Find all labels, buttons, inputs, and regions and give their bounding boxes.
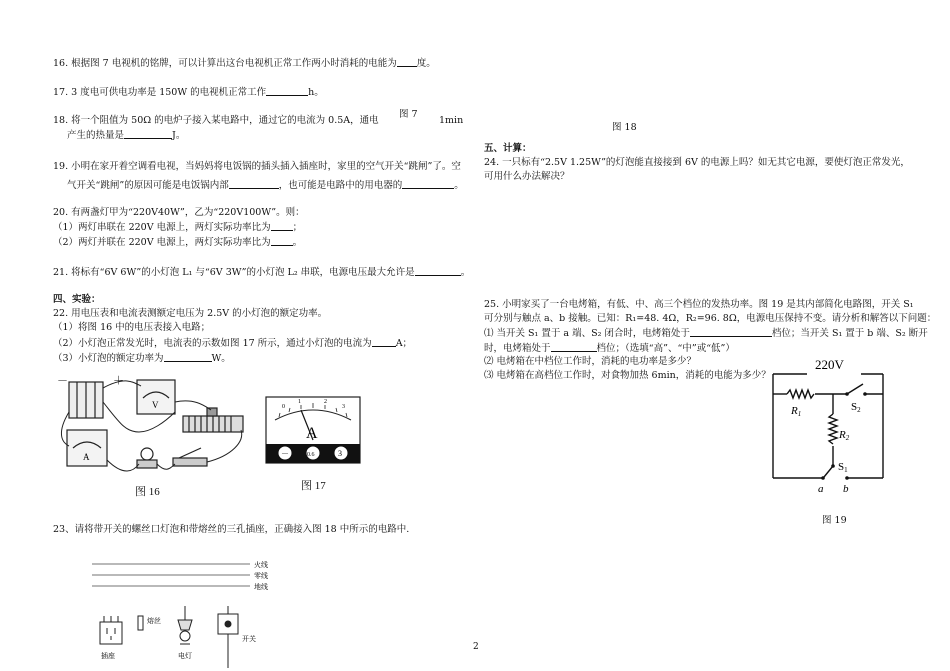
question-20-part2: （2）两灯并联在 220V 电源上，两灯实际功率比为 。 — [53, 237, 303, 248]
question-22-part1: （1）将图 16 中的电压表接入电路； — [53, 322, 211, 333]
answer-blank[interactable] — [397, 56, 417, 67]
battery-minus-label: － — [57, 375, 68, 387]
question-25-part3: ⑶ 电烤箱在高档位工作时，对食物加热 6min，消耗的电能为多少？ — [484, 370, 771, 381]
question-25-part2: ⑵ 电烤箱在中档位工作时，消耗的电功率是多少？ — [484, 356, 697, 367]
bulb-holder[interactable] — [137, 448, 157, 468]
r2-label: R2 — [839, 429, 850, 442]
figure-16-apparatus — [55, 372, 255, 484]
lamp-label: 电灯 — [178, 652, 192, 660]
resistor-r1 — [787, 390, 814, 398]
figure-17-ammeter — [265, 396, 361, 464]
answer-blank[interactable] — [229, 178, 279, 189]
question-25-part1: ⑴ 当开关 S₁ 置于 a 端、S₂ 闭合时，电烤箱处于 档位；当开关 S₁ 置于 b 端、S₂ 断开 — [484, 328, 928, 339]
fuse[interactable] — [138, 616, 143, 630]
screw-lamp[interactable] — [178, 606, 192, 644]
ground-wire-label: 地线 — [254, 583, 268, 591]
figure-19-circuit — [765, 352, 895, 497]
scale-label-0: 0 — [282, 404, 285, 410]
question-22-part3: （3）小灯泡的额定功率为 W。 — [53, 353, 231, 364]
figure-17-caption: 图 17 — [301, 480, 326, 492]
question-22: 22. 用电压表和电流表测额定电压为 2.5V 的小灯泡的额定功率。 — [53, 308, 328, 319]
switch-s2[interactable] — [845, 384, 867, 396]
question-17: 17. 3 度电可供电功率是 150W 的电视机正常工作 h。 — [53, 87, 324, 98]
question-18: 18. 将一个阻值为 50Ω 的电炉子接入某电路中，通过它的电流为 0.5A，通电 — [53, 115, 379, 126]
question-24: 24. 一只标有“2.5V 1.25W”的灯泡能直接接到 6V 的电源上吗？如无其它电源，要使灯泡正常发光， — [484, 157, 910, 168]
question-21: 21. 将标有“6V 6W”的小灯泡 L₁ 与“6V 3W”的小灯泡 L₂ 串联，电源电压最大允许是 。 — [53, 267, 471, 278]
page-number: 2 — [473, 642, 479, 652]
contact-a-label: a — [818, 483, 824, 495]
battery-plus-label: ＋ — [113, 375, 124, 387]
question-20: 20. 有两盏灯甲为“220V40W”，乙为“220V100W”。则： — [53, 207, 305, 218]
question-16: 16. 根据图 7 电视机的铭牌，可以计算出这台电视机正常工作两小时消耗的电能为 度。 — [53, 58, 436, 69]
wall-switch[interactable] — [218, 606, 238, 668]
question-25-line2: 可分别与触点 a、b 接触。已知：R₁=48. 4Ω，R₂=96. 8Ω，电源电压保持不变。请分析和解答以下问题： — [484, 313, 937, 324]
question-18-line2: 产生的热量是 J。 — [67, 130, 186, 141]
question-25: 25. 小明家买了一台电烤箱，有低、中、高三个档位的发热功率。图 19 是其内部简化电路图，开关 S₁ — [484, 299, 914, 310]
figure-16-caption: 图 16 — [135, 486, 160, 498]
question-19: 19. 小明在家开着空调看电视，当妈妈将电饭锅的插头插入插座时，家里的空气开关“跳闸”了。空 — [53, 161, 461, 172]
fig7-label: 图 7 — [399, 109, 418, 120]
figure-18-caption: 图 18 — [612, 122, 637, 133]
terminal-0-6-label: 0.6 — [307, 452, 315, 458]
live-wire-label: 火线 — [254, 561, 268, 569]
answer-blank[interactable] — [402, 178, 454, 189]
question-24-line2: 可用什么办法解决？ — [484, 171, 570, 182]
question-20-part1: （1）两灯串联在 220V 电源上，两灯实际功率比为 ； — [53, 222, 303, 233]
question-22-part2: （2）小灯泡正常发光时，电流表的示数如图 17 所示，通过小灯泡的电流为 A； — [53, 338, 413, 349]
ammeter-letter: A — [83, 452, 90, 462]
terminal-3-label: 3 — [338, 449, 342, 458]
meter-unit-letter: A — [306, 425, 318, 442]
answer-blank[interactable] — [372, 336, 396, 347]
scale-label-2: 2 — [324, 399, 327, 405]
scale-label-3: 3 — [342, 404, 345, 410]
section-5-heading: 五、计算： — [484, 143, 532, 154]
answer-blank[interactable] — [266, 85, 308, 96]
answer-blank[interactable] — [690, 326, 772, 337]
s2-label: S2 — [851, 401, 861, 414]
resistor-r2 — [829, 414, 837, 444]
terminal-minus-label: － — [281, 449, 289, 458]
rheostat[interactable] — [183, 408, 243, 432]
question-19-line2: 气开关“跳闸”的原因可能是电饭锅内部 ，也可能是电路中的用电器的 。 — [67, 180, 464, 191]
knife-switch[interactable] — [173, 448, 207, 466]
s1-label: S1 — [838, 461, 848, 474]
three-hole-socket[interactable] — [100, 616, 122, 644]
answer-blank[interactable] — [551, 341, 597, 352]
answer-blank[interactable] — [124, 128, 172, 139]
contact-b-label: b — [843, 483, 849, 495]
section-4-heading: 四、实验： — [53, 294, 101, 305]
voltmeter-letter: V — [152, 400, 159, 410]
answer-blank[interactable] — [164, 351, 212, 362]
question-23: 23、请将带开关的螺丝口灯泡和带熔丝的三孔插座，正确接入图 18 中所示的电路中. — [53, 524, 410, 535]
socket-label: 插座 — [101, 652, 115, 660]
battery-pack — [69, 382, 103, 418]
neutral-wire-label: 零线 — [254, 572, 268, 580]
figure-19-caption: 图 19 — [822, 515, 847, 526]
time-label: 1min — [439, 115, 464, 126]
figure-18-wiring — [90, 556, 290, 671]
switch-label: 开关 — [242, 635, 256, 643]
question-25-part1-cont: 时，电烤箱处于 档位；（选填“高”、“中”或“低”） — [484, 343, 735, 354]
supply-voltage-label: 220V — [815, 357, 844, 372]
answer-blank[interactable] — [271, 235, 293, 246]
scale-label-1: 1 — [298, 399, 301, 405]
fuse-label: 熔丝 — [147, 617, 161, 625]
answer-blank[interactable] — [271, 220, 293, 231]
answer-blank[interactable] — [415, 265, 461, 276]
r1-label: R1 — [791, 405, 802, 418]
